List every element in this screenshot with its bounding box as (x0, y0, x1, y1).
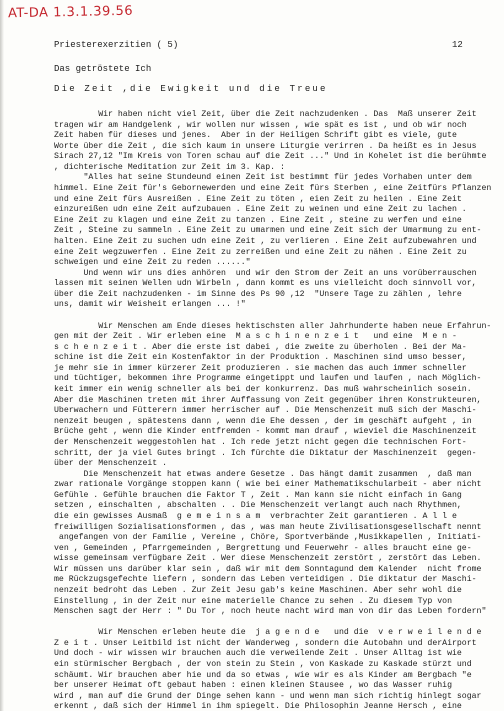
document-subtitle: Das getröstete Ich (54, 64, 152, 74)
text-line: und eine Zeit fürs Ausreißen . Eine Zeit zu töten , eien Zeit zu heilen . Eine Zeit (54, 194, 462, 204)
text-line: ber unserer Heimat oft gebaut haben : einen kleinen Stausee , wo das Wasser ruhig (54, 681, 452, 691)
text-line: uns, damit wir Weisheit erlangen ... !" (54, 300, 246, 310)
paragraph-gap (54, 311, 498, 322)
text-line: nenzeit bedroht das Leben . Zur Zeit Jesu gab's keine Maschinen. Aber sehr wohl die (54, 586, 462, 596)
text-line: angefangen von der Familie , Vereine , Chöre, Sportverbände ,Musikkapellen , Initiati- (54, 533, 482, 543)
text-line: schine ist die Zeit ein Kostenfaktor in der Produktion . Maschinen sind umso besser, (54, 353, 467, 363)
text-line: gen mit der Zeit . Wir erleben eine M a s c h i n e n z e i t und eine M e n - (54, 332, 457, 342)
text-line: Überwachern und Fütterern immer herrischer auf . Die Menschenzeit muß sich der Maschi- (54, 406, 477, 416)
text-line: ein stürmischer Bergbach , der von stein zu Stein , von Kaskade zu Kaskade stürzt und (54, 660, 472, 670)
text-line: die ein gewisses Ausmaß g e m e i n s a m verbrachter Zeit garantieren . A l l e (54, 511, 457, 521)
text-line: Zeit , Steine zu sammeln . Eine Zeit zu umarmen und eine Zeit sich der Umarmung zu ent- (54, 226, 482, 236)
text-line: Menschen sagt der Herr : " Du Tor , noch heute nacht wird man von dir das Leben fordern" (54, 607, 487, 617)
text-line: eine Zeit wegzuwerfen . Eine Zeit zu zerreißen und eine Zeit zu nähen . Eine Zeit zu (54, 247, 467, 257)
text-line: Wir Menschen am Ende dieses hektischsten aller Jahrhunderte haben neue Erfahrun- (54, 321, 492, 331)
archive-id-handwritten: AT-DA 1.3.1.39.56 (7, 3, 134, 22)
text-line: keit immer ein wenig schneller als bei der konkurrenz. Das muß wahrscheinlich sosein. (54, 385, 472, 395)
text-line: über der Menschenzeit . (54, 459, 168, 469)
text-line: Und doch - wir wissen wir brauchen auch die verweilende Zeit . Unser Alltag ist wie (54, 649, 462, 659)
text-line: Einstellung , in der Zeit nur eine materielle Chance zu sehen . Zu diesem Typ von (54, 596, 452, 606)
text-line: lassen mit seinen Wellen udn Wirbeln , dann kommt es uns vielleicht doch sinnvoll vor, (54, 279, 477, 289)
text-line: me Rückzugsgefechte liefern , sondern das Leben verteidigen . Die diktatur der Maschi- (54, 575, 477, 585)
text-line: zwar rationale Vorgänge stoppen kann ( wie bei einer Mathematikschularbeit - aber nicht (54, 480, 482, 490)
text-line: s c h e n z e i t . Aber die erste ist dabei , die zweite zu überholen . Bei der Ma- (54, 342, 467, 352)
text-line: über die Zeit nachzudenken - im Sinne des Ps 90 ,12 "Unsere Tage zu zählen , lehre (54, 289, 462, 299)
text-line: und tüchtiger, bekommen ihre Programme eingetippt und laufen und laufen , nach Möglich- (54, 374, 482, 384)
text-line: Wir haben nicht viel Zeit, über die Zeit nachzudenken . Das Maß unserer Zeit (54, 110, 477, 119)
text-line: wird , man auf die Grund der Dinge sehen kann - und wenn man sich richtig hinlegt sogar (54, 691, 482, 701)
text-line: Worte über die Zeit , die sich kaum in unsere Liturgie verirren . Da heißt es in Jesus (54, 141, 477, 151)
body-text (54, 110, 498, 711)
text-line: "Alles hat seine Stundeund einen Zeit ist bestimmt für jedes Vorhaben unter dem (54, 173, 472, 183)
text-line: schritt, der ja viel Gutes bringt . Ich fürchte die Diktatur der Maschinenzeit gegen- (54, 448, 477, 458)
text-line: Eine Zeit zu klagen und eine Zeit zu tanzen . Eine Zeit , steine zu werfen und eine (54, 215, 462, 225)
text-line: schweigen und eine Zeit zu reden ......" (54, 258, 251, 268)
text-line: Wir Menschen erleben heute die j a g e n d e und die v e r w e i l e n d e (54, 628, 482, 638)
text-line: der Menschenzeit weggestohlen hat . Ich rede jetzt nicht gegen die technischen Fort- (54, 437, 467, 447)
text-line: Gefühle . Gefühle brauchen die Faktor T , Zeit . Man kann sie nicht einfach in Gang (54, 490, 462, 500)
text-line: nenzeit beugen , spätestens dann , wenn die Ehe dessen , der im geschäft aufgeht , in (54, 416, 472, 426)
document-title: Die Zeit ,die Ewigkeit und die Treue (54, 84, 328, 94)
text-line: Sirach 27,12 "Im Kreis von Toren schau auf die Zeit ..." Und in Kohelet ist die berühmte (54, 152, 487, 162)
text-line: Wir müssen uns darüber klar sein , daß wir mit dem Sonntagund dem Kalender nicht frome (54, 564, 482, 574)
paragraph-gap (54, 618, 498, 629)
text-line: wisse gemeinsam verfügbare Zeit . Wer diese Menschenzeit zerstört , zerstört das Leben. (54, 554, 482, 564)
text-line: tragen wir am Handgelenk , wir wollen nur wissen , wie spät es ist , und ob wir noch (54, 120, 467, 130)
text-line: Und wenn wir uns dies anhören und wir den Strom der Zeit an uns vorüberrauschen (54, 268, 477, 278)
text-line: je mehr sie in immer kürzerer Zeit produzieren . sie machen das auch immer schneller (54, 363, 467, 373)
text-line: erkennt , daß sich der Himmel in ihm spiegelt. Die Philosophin Jeanne Hersch , eine (54, 702, 462, 711)
text-line: schäumt. Wir brauchen aber hie und da so etwas , wie wir es als Kinder am Bergbach "e (54, 670, 472, 680)
text-line: , dichterische Meditation zur Zeit im 3. Kap. : (54, 162, 285, 172)
page-number: 12 (452, 40, 463, 50)
text-line: ven , Gemeinden , Pfarrgemeinden , Bergrettung und Feuerwehr - alles braucht eine ge- (54, 543, 472, 553)
text-line: Aber die Maschinen treten mit ihrer Auffassung von Zeit gegenüber ihren Konstrukteuren, (54, 395, 482, 405)
text-line: Die Menschenzeit hat etwas andere Gesetze . Das hängt damit zusammen , daß man (54, 469, 472, 479)
text-line: setzen , einschalten , abschalten . . Die Menschenzeit verlangt auch nach Rhythmen, (54, 501, 462, 511)
text-line: Z e i t . Unser Leitbild ist nicht der Wanderweg , sondern die Autobahn und derAirport (54, 638, 477, 648)
text-line: halten. Eine Zeit zu suchen udn eine Zeit , zu verlieren . Eine Zeit aufzubewahren und (54, 236, 477, 246)
text-line: freiwilligen Sozialisationsformen , das , was man heute Zivilisationsgesellschaft nennt (54, 522, 482, 532)
text-line: Brüche geht , wenn die Kinder entfremden - kommt man drauf , wieviel die Maschinenzeit (54, 427, 477, 437)
running-header: Priesterexerzitien ( 5) (54, 40, 179, 50)
text-line: einzureißen udn eine Zeit aufzubauen . Eine Zeit zu weinen und eine Zeit zu lachen . (54, 205, 467, 215)
text-line: himmel. Eine Zeit für's Gebornewerden und eine Zeit fürs Sterben , eine Zeitfürs Pflanzen (54, 184, 492, 194)
text-line: Zeit haben für dieses und jenes. Aber in der Heiligen Schrift gibt es viele, gute (54, 131, 457, 141)
